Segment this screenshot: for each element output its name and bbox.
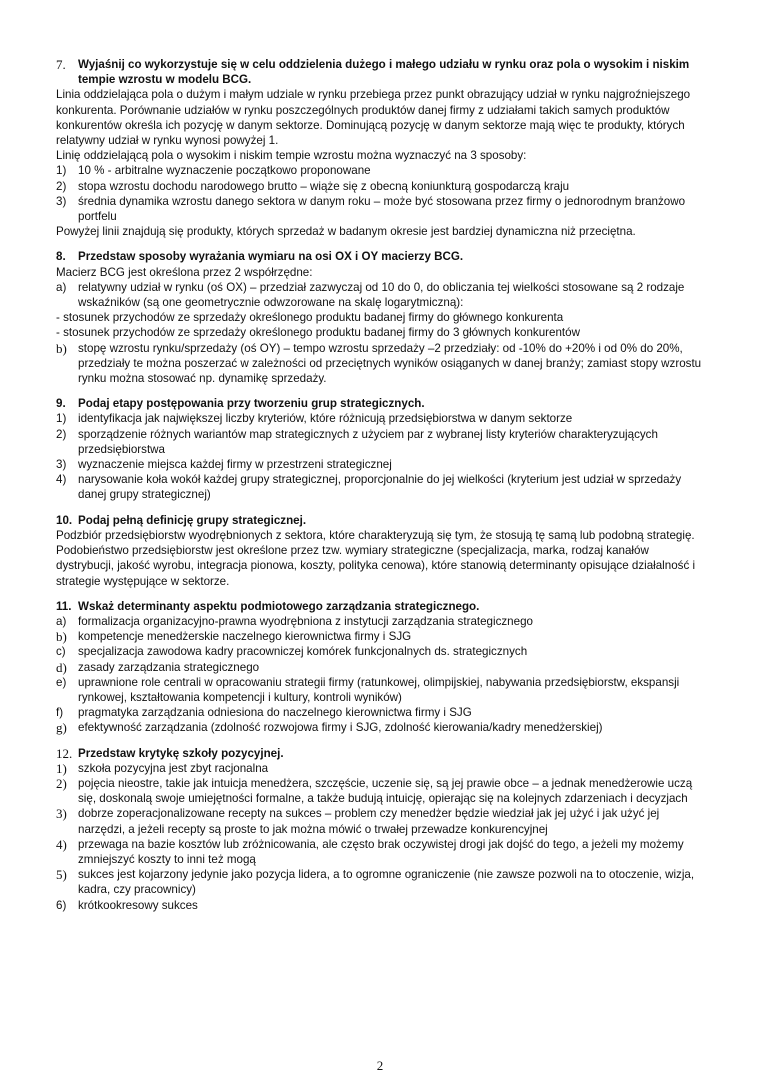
list-text: stopę wzrostu rynku/sprzedaży (oś OY) – tempo wzrostu sprzedaży –2 przedziały: od -10% do +20% i od 0% do 20%, przedziały te można poszerzać w zależności od przeciętnych wyników osiąganych w danej branży; zamiast stopy wzrostu rynku można stosować np. dynamikę sprzedaży. <box>78 341 702 386</box>
question-number: 9. <box>56 397 66 411</box>
list-text: stopa wzrostu dochodu narodowego brutto – wiąże się z obecną koniunkturą gospodarczą kraju <box>78 179 570 193</box>
list-text: zasady zarządzania strategicznego <box>78 660 260 674</box>
document-page <box>56 57 706 923</box>
paragraph: Linię oddzielającą pola o wysokim i niskim tempie wzrostu można wyznaczyć na 3 sposoby: <box>56 149 527 163</box>
list-text: sporządzenie różnych wariantów map strategicznych z użyciem par z wybranej listy kryteriów charakteryzujących przedsiębiorstwa <box>78 427 658 456</box>
list-marker: 3) <box>56 806 67 822</box>
list-marker: 4) <box>56 473 67 487</box>
list-text: średnia dynamika wzrostu danego sektora w danym roku – może być stosowana przez firmy o jednorodnym branżowo portfelu <box>78 194 686 224</box>
section-12 <box>56 746 706 913</box>
list-item <box>56 427 706 457</box>
list-marker: 2) <box>56 775 67 791</box>
paragraph: Podzbiór przedsiębiorstw wyodrębnionych z sektora, które charakteryzują się tym, że stosują tę samą lub podobną strategię. Podobieństwo przedsiębiorstw jest określone przez tzw. wymiary strategiczne (specjalizacja, marka, rodzaj kanałów dystrybucji, jakość wyrobu, integracja pionowa, koszty, polityka cenowa), które stanowią determinanty opisujące działalność i strategie występujące w sektorze. <box>56 528 696 588</box>
list-text: efektywność zarządzania (zdolność rozwojowa firmy i SJG, zdolność kierowania/kadry menedżerskiej) <box>78 721 603 735</box>
list-marker: a) <box>56 614 67 628</box>
section-10 <box>56 513 706 589</box>
list-item <box>56 837 706 867</box>
list-marker: 4) <box>56 836 67 852</box>
list-text: identyfikacja jak największej liczby kryteriów, które różnicują przedsiębiorstwa w danym sektorze <box>78 412 573 426</box>
list-marker: c) <box>56 645 66 659</box>
list-text: pragmatyka zarządzania odniesiona do naczelnego kierownictwa firmy i SJG <box>78 706 472 720</box>
dash-line: - stosunek przychodów ze sprzedaży określonego produktu badanej firmy do 3 głównych konkurentów <box>56 326 580 340</box>
list-marker: g) <box>56 720 67 736</box>
question-7 <box>56 57 706 87</box>
list-marker: 5) <box>56 867 67 883</box>
list-text: relatywny udział w rynku (oś OX) – przedział zazwyczaj od 10 do 0, do obliczania tej wielkości stosowane są 2 rodzaje wskaźników (są one geometrycznie odwzorowane na skalę logarytmiczną): <box>78 280 685 310</box>
list-text: szkoła pozycyjna jest zbyt racjonalna <box>78 761 269 775</box>
list-item <box>56 898 706 913</box>
list-marker: 1) <box>56 760 67 776</box>
list-text: 10 % - arbitralne wyznaczenie początkowo proponowane <box>78 164 371 178</box>
list-text: przewaga na bazie kosztów lub zróżnicowania, ale często brak oczywistej drogi jak dojść do tego, a jeżeli my możemy zmniejszyć koszty to inni też mogą <box>78 837 684 866</box>
list-text: krótkookresowy sukces <box>78 898 198 912</box>
question-text: Przedstaw krytykę szkoły pozycyjnej. <box>78 746 284 760</box>
question-text: Wskaż determinanty aspektu podmiotowego zarządzania strategicznego. <box>78 599 480 613</box>
section-9 <box>56 396 706 502</box>
list-item <box>56 761 706 776</box>
question-8 <box>56 249 706 264</box>
list-text: sukces jest kojarzony jedynie jako pozycja lidera, a to ogromne ograniczenie (nie zawsze pozwoli na to otoczenie, wizja, kadra, czy pracownicy) <box>78 868 695 897</box>
question-number: 11. <box>56 599 72 613</box>
list-marker: f) <box>56 706 64 720</box>
question-12 <box>56 746 706 761</box>
list-text: pojęcia nieostre, takie jak intuicja menedżera, szczęście, uczenie się, są jej prawie obce – a jednak menedżerowie uczą się, doskonalą swoje umiejętności formalne, a także budują intuicję, opierając się na kolejnych zdarzeniach i decyzjach <box>78 776 693 806</box>
question-text: Podaj etapy postępowania przy tworzeniu grup strategicznych. <box>78 397 425 411</box>
section-8 <box>56 249 706 386</box>
list-text: formalizacja organizacyjno-prawna wyodrębniona z instytucji zarządzania strategicznego <box>78 614 533 628</box>
list-marker: 2) <box>56 179 67 193</box>
list-item <box>56 194 706 224</box>
list-item <box>56 629 706 644</box>
list-text: specjalizacja zawodowa kadry pracowniczej komórek funkcjonalnych ds. strategicznych <box>78 645 528 659</box>
list-item <box>56 660 706 675</box>
list-marker: d) <box>56 659 67 675</box>
question-text: Przedstaw sposoby wyrażania wymiaru na osi OX i OY macierzy BCG. <box>78 250 464 264</box>
list-item <box>56 705 706 720</box>
question-10 <box>56 513 706 528</box>
list-marker: 2) <box>56 427 67 441</box>
list-item <box>56 675 706 705</box>
list-marker: 1) <box>56 164 67 178</box>
list-marker: b) <box>56 340 67 356</box>
page-number: 2 <box>376 1058 384 1073</box>
list-item <box>56 614 706 629</box>
question-number: 8. <box>56 250 66 264</box>
list-item <box>56 411 706 426</box>
list-item <box>56 280 706 310</box>
question-number: 12. <box>56 745 73 761</box>
question-text: Wyjaśnij co wykorzystuje się w celu oddzielenia dużego i małego udziału w rynku oraz pola o wysokim i niskim tempie wzrostu w modelu BCG. <box>78 58 690 87</box>
list-item <box>56 806 706 836</box>
paragraph: Macierz BCG jest określona przez 2 współrzędne: <box>56 265 313 279</box>
list-item <box>56 163 706 178</box>
question-11 <box>56 599 706 614</box>
list-item <box>56 341 706 387</box>
question-text: Podaj pełną definicję grupy strategicznej. <box>78 513 307 527</box>
list-marker: b) <box>56 629 67 645</box>
list-item <box>56 179 706 194</box>
list-marker: a) <box>56 280 67 294</box>
list-item <box>56 867 706 897</box>
list-item <box>56 776 706 806</box>
section-7 <box>56 57 706 239</box>
list-item <box>56 472 706 502</box>
section-11 <box>56 599 706 736</box>
list-text: uprawnione role centrali w opracowaniu strategii firmy (ratunkowej, olimpijskiej, nabywania przedsiębiorstw, ekspansji rynkowej, kształtowania kompetencji i kultury, kontroli wyników) <box>78 675 680 704</box>
list-item <box>56 720 706 735</box>
list-text: dobrze zoperacjonalizowane recepty na sukces – problem czy menedżer będzie wiedział jak jej użyć i jak użyć jej narzędzi, a jeżeli recepty są proste to jak można mówić o trwałej przewadze konkurencyjnej <box>78 807 660 836</box>
dash-line: - stosunek przychodów ze sprzedaży określonego produktu badanej firmy do głównego konkurenta <box>56 311 564 325</box>
paragraph: Linia oddzielająca pola o dużym i małym udziale w rynku przebiega przez punkt obrazujący udział w rynku najgroźniejszego konkurenta. Porównanie udziałów w rynku poszczególnych produktów danej firmy z udziałami takich samych produktów konkurentów określa ich pozycję w danym sektorze. Dominującą pozycję w danym sektorze mają więc te produkty, których relatywny udział w rynku wynosi powyżej 1. <box>56 88 691 148</box>
list-marker: 3) <box>56 458 67 472</box>
question-number: 10. <box>56 513 73 527</box>
list-text: wyznaczenie miejsca każdej firmy w przestrzeni strategicznej <box>78 458 392 472</box>
list-marker: e) <box>56 675 67 689</box>
list-marker: 6) <box>56 898 67 912</box>
paragraph: Powyżej linii znajdują się produkty, których sprzedaż w badanym okresie jest bardziej dynamiczna niż przeciętna. <box>56 225 636 239</box>
list-text: narysowanie koła wokół każdej grupy strategicznej, proporcjonalnie do jej wielkości (kryterium jest udział w sprzedaży danej grupy strategicznej) <box>78 473 682 502</box>
list-text: kompetencje menedżerskie naczelnego kierownictwa firmy i SJG <box>78 630 412 644</box>
question-9 <box>56 396 706 411</box>
list-marker: 1) <box>56 412 67 426</box>
list-item <box>56 457 706 472</box>
question-number: 7. <box>56 57 66 72</box>
list-marker: 3) <box>56 194 67 208</box>
list-item <box>56 644 706 659</box>
